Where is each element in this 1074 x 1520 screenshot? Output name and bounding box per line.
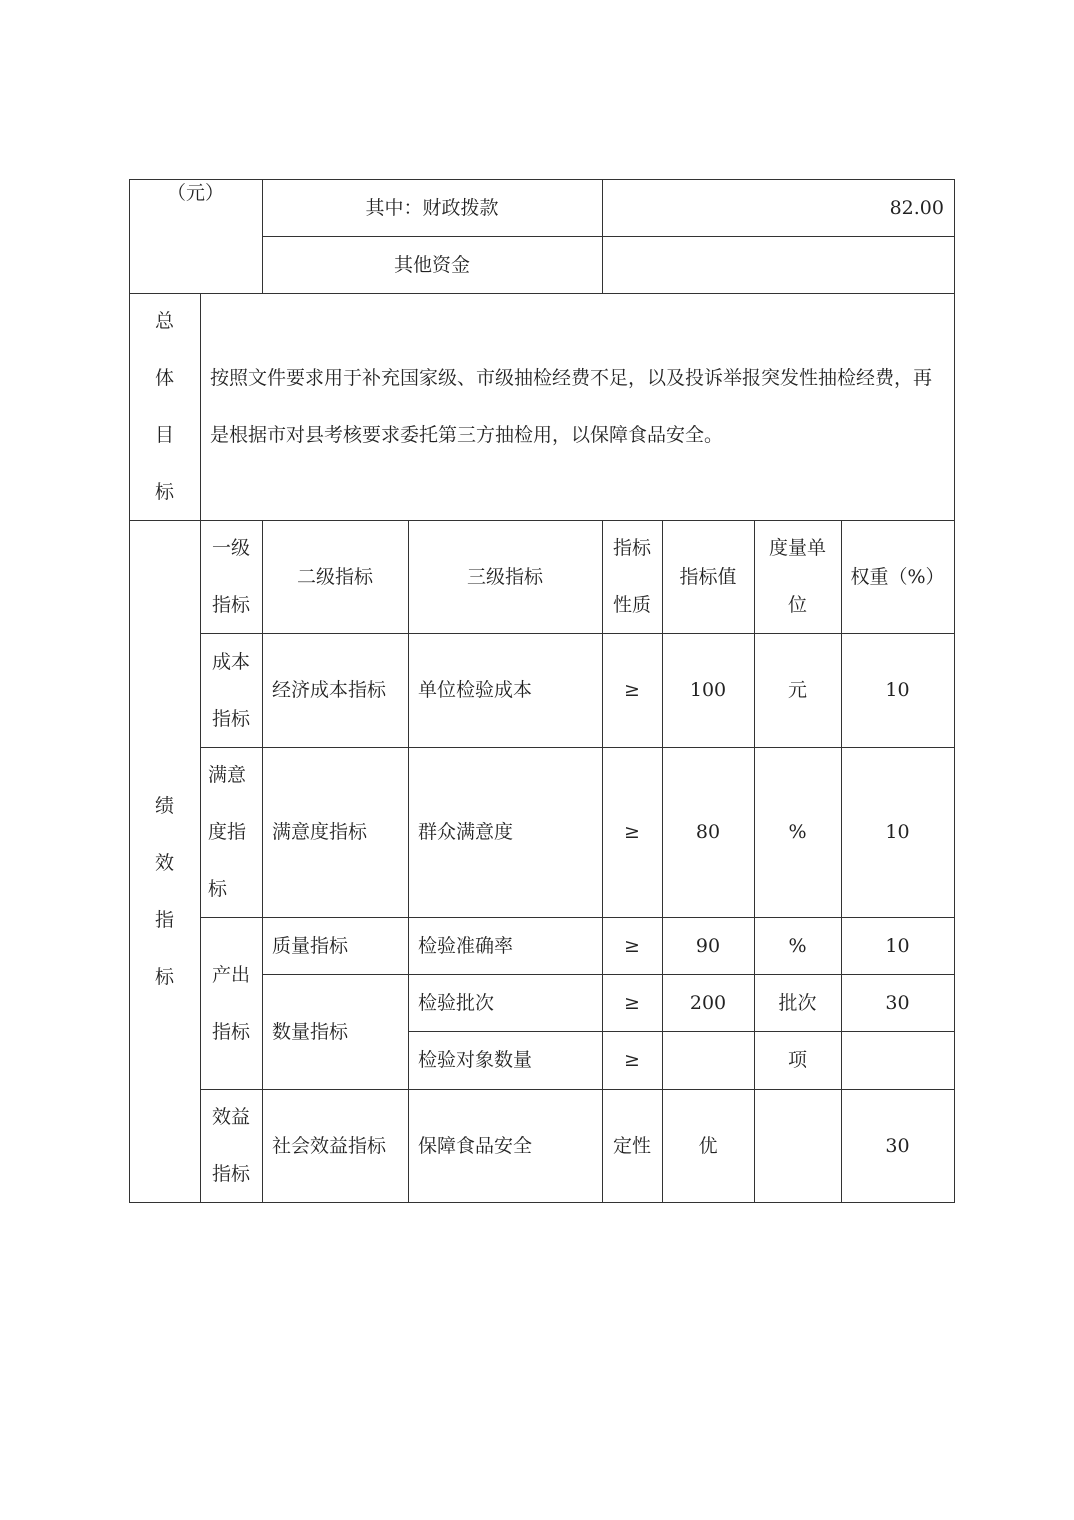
- weight-text: 10: [885, 821, 910, 844]
- performance-label: [129, 521, 200, 1202]
- weight-text: 10: [885, 679, 910, 702]
- header-unit-line: 位: [787, 594, 807, 616]
- table-cell: [408, 918, 602, 974]
- funding-unit-label-text: （元）: [166, 182, 224, 204]
- table-cell: [262, 634, 408, 747]
- level1-line: 指标: [211, 1163, 250, 1185]
- level3-text: 单位检验成本: [418, 679, 533, 702]
- other-funds-label-text: 其他资金: [393, 253, 470, 276]
- performance-label-char: 指: [154, 908, 174, 931]
- table-cell: [602, 918, 662, 974]
- goal-label-char: 目: [154, 424, 174, 446]
- goal-label-char: 体: [154, 367, 174, 389]
- nature-text: ≥: [624, 1049, 640, 1072]
- table-cell: [262, 975, 408, 1089]
- level1-line: 产出: [211, 963, 250, 986]
- table-cell: [754, 918, 841, 974]
- table-cell: [602, 1090, 662, 1202]
- level1-line: 效益: [211, 1106, 250, 1128]
- goal-text: 按照文件要求用于补充国家级、市级抽检经费不足，以及投诉举报突发性抽检经费，再是根据市对县考核要求委托第三方抽检用，以保障食品安全。: [210, 367, 933, 446]
- table-cell: [841, 918, 954, 974]
- level1-line: 指标: [211, 707, 250, 730]
- fiscal-allocation-label: [262, 180, 602, 236]
- value-text: 200: [689, 991, 727, 1014]
- value-text: 优: [698, 1134, 718, 1157]
- level3-text: 检验批次: [418, 991, 495, 1014]
- table-cell: [602, 975, 662, 1031]
- table-cell: [662, 634, 754, 747]
- table-cell: [754, 1032, 841, 1089]
- header-level1-line: 一级: [211, 537, 250, 559]
- nature-text: ≥: [624, 821, 640, 844]
- level2-text: 质量指标: [272, 934, 349, 957]
- table-cell: [754, 1090, 841, 1202]
- table-cell: [408, 1032, 602, 1089]
- table-cell: [754, 975, 841, 1031]
- performance-label-char: 效: [154, 851, 174, 874]
- other-funds-value: [602, 237, 954, 293]
- weight-text: 30: [885, 991, 910, 1014]
- performance-label-char: 绩: [154, 794, 174, 817]
- header-level3: [408, 521, 602, 633]
- level1-line: 成本: [211, 650, 250, 673]
- level3-text: 检验准确率: [418, 934, 514, 957]
- header-unit-line: 度量单: [768, 537, 826, 559]
- unit-text: 元: [787, 679, 807, 702]
- other-funds-label: [262, 237, 602, 293]
- nature-text: ≥: [624, 934, 640, 957]
- level1-line: 指标: [211, 1020, 250, 1043]
- table-cell: [408, 634, 602, 747]
- value-text: 90: [695, 934, 721, 957]
- header-weight-text: 权重（%）: [850, 565, 945, 588]
- level2-text: 满意度指标: [272, 821, 368, 844]
- table-cell: [602, 1032, 662, 1089]
- table-cell: [662, 918, 754, 974]
- header-level1-line: 指标: [211, 594, 250, 616]
- level1-satisfaction: [200, 748, 262, 917]
- table-cell: [262, 748, 408, 917]
- table-cell: [662, 975, 754, 1031]
- table-cell: [841, 975, 954, 1031]
- level3-text: 保障食品安全: [418, 1134, 533, 1157]
- unit-text: %: [788, 934, 807, 957]
- table-cell: [841, 1090, 954, 1202]
- level1-output: [200, 918, 262, 1089]
- header-level1: [200, 521, 262, 633]
- weight-text: 10: [885, 934, 910, 957]
- fiscal-allocation-value-text: 82.00: [889, 196, 944, 219]
- weight-text: 30: [885, 1134, 910, 1157]
- table-cell: [408, 1090, 602, 1202]
- level2-text: 数量指标: [272, 1020, 349, 1043]
- header-nature-line: 性质: [612, 594, 651, 616]
- table-cell: [602, 634, 662, 747]
- level1-line: 满意: [208, 764, 247, 786]
- table-cell: [262, 918, 408, 974]
- header-value: [662, 521, 754, 633]
- table-cell: [408, 975, 602, 1031]
- funding-unit-label: [129, 180, 262, 236]
- level1-line: 度指: [208, 821, 247, 843]
- nature-text: ≥: [624, 679, 640, 702]
- table-cell: [841, 1032, 954, 1089]
- header-nature: [602, 521, 662, 633]
- table-cell: [662, 1090, 754, 1202]
- table-cell: [602, 748, 662, 917]
- table-cell: [754, 634, 841, 747]
- value-text: 100: [689, 679, 727, 702]
- value-text: 80: [695, 821, 721, 844]
- table-cell: [662, 748, 754, 917]
- header-level2: [262, 521, 408, 633]
- header-nature-line: 指标: [612, 537, 651, 559]
- performance-label-char: 标: [154, 965, 174, 988]
- header-unit: [754, 521, 841, 633]
- fiscal-allocation-label-text: 其中：财政拨款: [365, 196, 499, 219]
- table-cell: [408, 748, 602, 917]
- unit-text: 批次: [778, 991, 817, 1014]
- table-cell: [662, 1032, 754, 1089]
- level1-line: 标: [208, 878, 228, 900]
- header-value-text: 指标值: [679, 565, 737, 588]
- goal-label-char: 总: [154, 310, 174, 332]
- goal-label-char: 标: [154, 481, 174, 503]
- goal-text-cell: [200, 294, 954, 520]
- goal-label: [129, 294, 200, 520]
- unit-text: %: [788, 821, 807, 844]
- nature-text: ≥: [624, 991, 640, 1014]
- table-cell: [754, 748, 841, 917]
- level1-cost: [200, 634, 262, 747]
- nature-text: 定性: [612, 1134, 651, 1157]
- header-weight: [841, 521, 954, 633]
- header-level2-text: 二级指标: [296, 565, 373, 588]
- level2-text: 社会效益指标: [272, 1134, 387, 1157]
- level2-text: 经济成本指标: [272, 679, 387, 702]
- header-level3-text: 三级指标: [466, 565, 543, 588]
- level3-text: 检验对象数量: [418, 1049, 533, 1072]
- table-cell: [262, 1090, 408, 1202]
- level3-text: 群众满意度: [418, 821, 514, 844]
- table-cell: [841, 748, 954, 917]
- table-cell: [841, 634, 954, 747]
- fiscal-allocation-value: [602, 180, 954, 236]
- level1-benefit: [200, 1090, 262, 1202]
- unit-text: 项: [787, 1049, 807, 1072]
